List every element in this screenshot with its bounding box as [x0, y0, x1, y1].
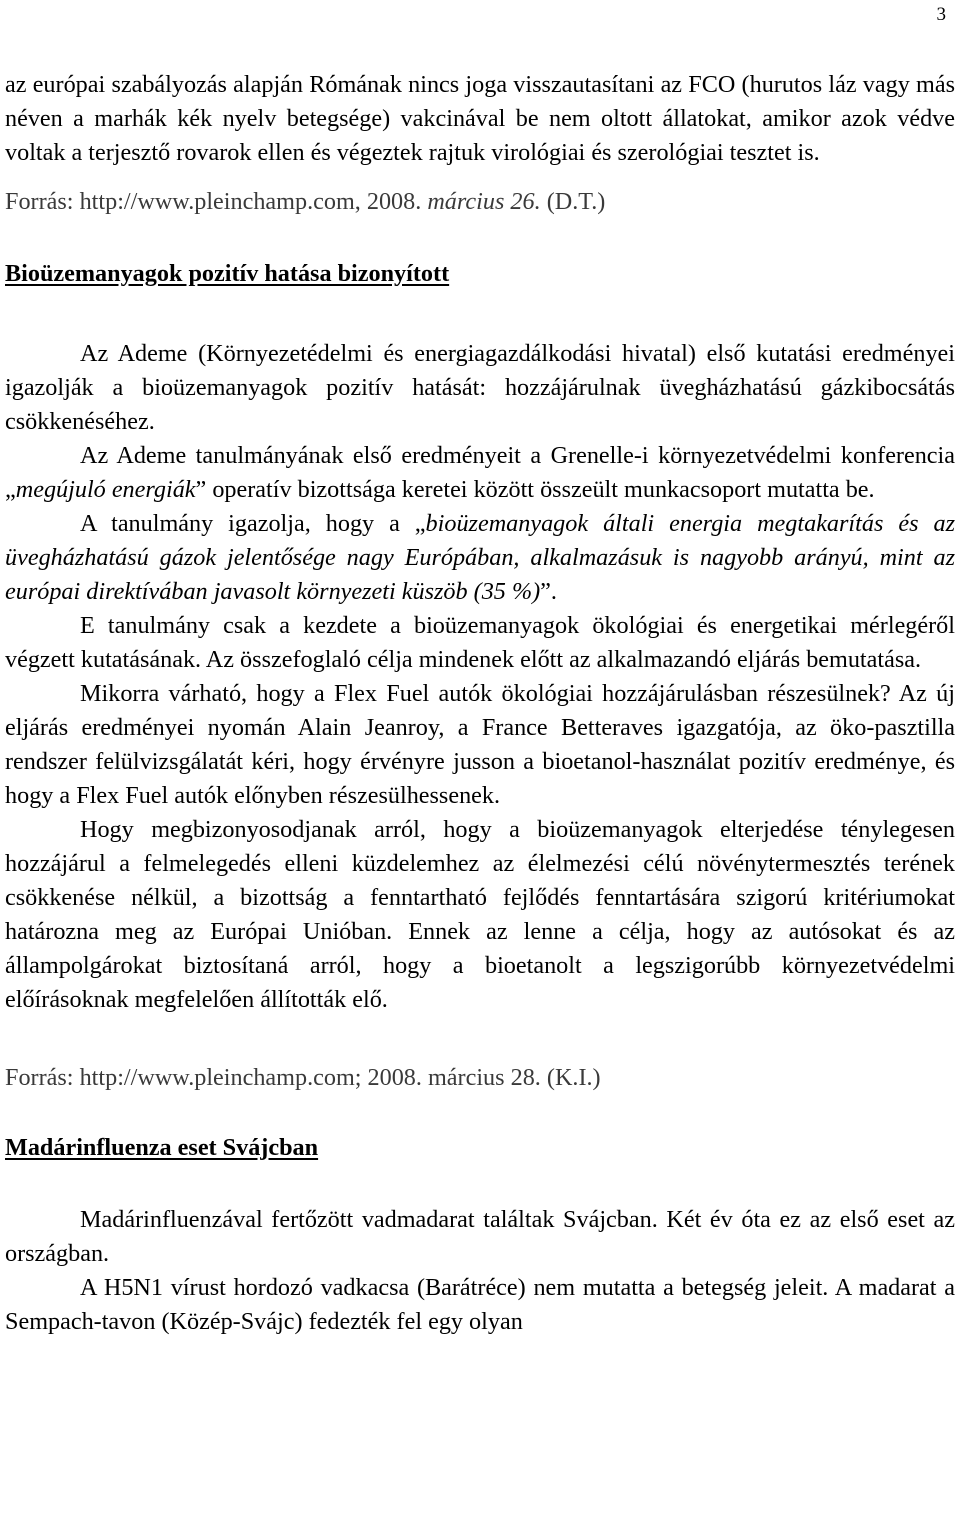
source-1-suffix: (D.T.) — [540, 188, 606, 215]
article-1-paragraph-4: E tanulmány csak a kezdete a bioüzemanyagok ökológiai és energetikai mérlegéről végzett kutatásának. Az összefoglaló célja mindenek előtt az alkalmazandó eljárás bemutatása. — [5, 612, 955, 673]
article-1-heading: Bioüzemanyagok pozitív hatása bizonyított — [5, 260, 450, 287]
article-2-paragraph-1: Madárinfluenzával fertőzött vadmadarat találtak Svájcban. Két év óta ez az első eset az országban. — [5, 1206, 955, 1267]
article-1-paragraph-6: Hogy megbizonyosodjanak arról, hogy a bioüzemanyagok elterjedése ténylegesen hozzájárul a felmelegedés elleni küzdelemhez az élelmezési célú növénytermesztés terének csökkenése nélkül, a bizottság a fenntartható fejlődés fenntartására szigorú kritériumokat határozna meg az Európai Unióban. Ennek az lenne a célja, hogy az autósokat és az állampolgárokat biztosítaná arról, hogy a bioetanolt a legszigorúbb környezetvédelmi előírásoknak megfelelően állították elő. — [5, 816, 955, 1013]
document-body — [5, 68, 955, 1339]
intro-paragraph: az európai szabályozás alapján Rómának nincs joga visszautasítani az FCO (hurutos láz vagy más néven a marhák kék nyelv betegsége) vakcinával be nem oltott állatokat, amikor azok védve voltak a terjesztő rovarok ellen és végeztek rajtuk virológiai és szerológiai tesztet is. — [5, 71, 955, 166]
article-1-p3-italic: bioüzemanyagok általi energia megtakarítás és az üvegházhatású gázok jelentősége nagy Európában, alkalmazásuk is nagyobb arányú, mint az európai direktívában javasolt környezeti küszöb (35 %) — [5, 510, 955, 605]
article-1-p3-before: A tanulmány igazolja, hogy a „ — [80, 510, 426, 537]
article-1-paragraph-2 — [5, 439, 955, 507]
article-1-p2-italic: megújuló energiák — [15, 476, 196, 503]
article-1-paragraph-5: Mikorra várható, hogy a Flex Fuel autók ökológiai hozzájárulásban részesülnek? Az új eljárás eredményei nyomán Alain Jeanroy, a France Betteraves igazgatója, az öko-pasztilla rendszer felülvizsgálatát kéri, hogy érvényre jusson a bioetanol-használat pozitív eredménye, és hogy a Flex Fuel autók előnyben részesülhessenek. — [5, 680, 955, 809]
article-1-p2-before: Az Ademe tanulmányának első eredményeit a Grenelle-i környezetvédelmi konferencia „ — [5, 442, 955, 503]
source-1-prefix: Forrás: http://www.pleinchamp.com, 2008. — [5, 188, 428, 215]
source-citation-1 — [5, 185, 955, 219]
source-1-date: március 26. — [427, 188, 541, 215]
article-1-paragraph-3 — [5, 507, 955, 609]
article-2-heading: Madárinfluenza eset Svájcban — [5, 1134, 319, 1161]
article-1-p2-after: ” operatív bizottsága keretei között összeült munkacsoport mutatta be. — [195, 476, 875, 503]
article-1-p3-after: ”. — [540, 578, 557, 605]
page-number: 3 — [936, 4, 946, 25]
source-citation-2: Forrás: http://www.pleinchamp.com; 2008. március 28. (K.I.) — [5, 1064, 601, 1091]
article-2-paragraph-2: A H5N1 vírust hordozó vadkacsa (Barátréce) nem mutatta a betegség jeleit. A madarat a Sempach-tavon (Közép-Svájc) fedezték fel egy olyan — [5, 1274, 955, 1335]
article-1-paragraph-1: Az Ademe (Környezetédelmi és energiagazdálkodási hivatal) első kutatási eredményei igazolják a bioüzemanyagok pozitív hatását: hozzájárulnak üvegházhatású gázkibocsátás csökkenéséhez. — [5, 340, 955, 435]
